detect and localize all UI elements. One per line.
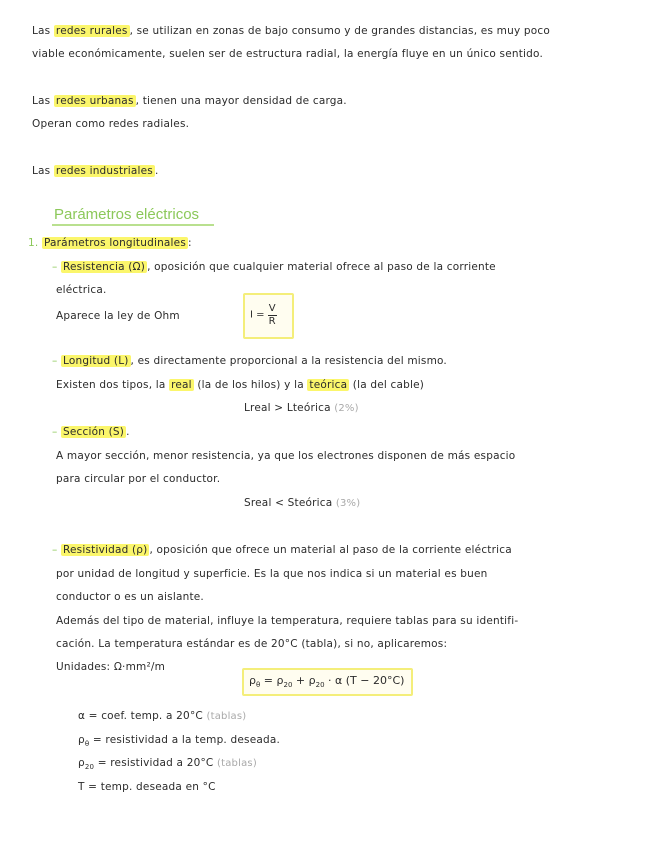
- legend-note: (tablas): [217, 758, 257, 769]
- formula-lhs: I =: [250, 309, 265, 321]
- legend-item: [78, 709, 246, 724]
- resistividad-line-1: [52, 543, 512, 557]
- units-line: Unidades: Ω·mm²/m: [56, 661, 166, 673]
- longitud-line-2: [56, 378, 424, 392]
- legend-note: (tablas): [206, 711, 247, 722]
- legend-text: = coef. temp. a 20°C: [85, 710, 203, 722]
- seccion-line-2: para circular por el conductor.: [56, 473, 221, 485]
- subscript: 20: [84, 763, 95, 772]
- text-fragment: .: [154, 165, 159, 177]
- urbanas-line-2: Operan como redes radiales.: [32, 118, 190, 130]
- seccion-line-1: A mayor sección, menor resistencia, ya que los electrones disponen de más espacio: [56, 450, 516, 462]
- text-fragment: :: [188, 237, 192, 249]
- text-fragment: Existen dos tipos, la: [56, 379, 166, 391]
- dash-bullet: –: [52, 261, 58, 273]
- fraction-numerator: V: [268, 303, 276, 314]
- legend-text: = temp. deseada en °C: [84, 781, 216, 793]
- text-fragment: Las: [32, 165, 51, 177]
- percent-note: (3%): [335, 498, 361, 509]
- dash-bullet: –: [52, 355, 58, 367]
- dash-bullet: –: [52, 544, 58, 556]
- plus: +: [292, 674, 309, 687]
- longitud-line-1: [52, 354, 447, 368]
- highlight-teorica: teórica: [309, 379, 348, 391]
- legend-item: [78, 756, 257, 774]
- formula-tail: · α (T − 20°C): [324, 674, 405, 687]
- text-fragment: , oposición que ofrece un material al paso de la corriente eléctrica: [149, 544, 512, 556]
- text-fragment: Las: [32, 95, 51, 107]
- rho-symbol: ρ: [308, 674, 316, 687]
- highlight-resistencia: Resistencia (Ω): [63, 261, 146, 273]
- industriales-line: [32, 164, 159, 178]
- text-fragment: (la del cable): [352, 379, 425, 391]
- highlight-longitud: Longitud (L): [63, 355, 129, 367]
- longitud-relation: [244, 401, 359, 416]
- ohm-line: Aparece la ley de Ohm: [56, 310, 180, 322]
- resistividad-line-2: por unidad de longitud y superficie. Es la que nos indica si un material es buen: [56, 568, 488, 580]
- highlight-subheading: Parámetros longitudinales: [43, 237, 187, 249]
- legend-item: [78, 780, 216, 794]
- seccion-relation: [244, 496, 360, 511]
- resistividad-line-5: cación. La temperatura estándar es de 20°C (tabla), si no, aplicaremos:: [56, 638, 448, 650]
- highlight-resistividad: Resistividad (ρ): [63, 544, 148, 556]
- fraction-denominator: R: [268, 316, 276, 327]
- highlight-industriales: redes industriales: [55, 165, 153, 177]
- subheading-number: 1.: [28, 237, 39, 249]
- subscript: θ: [255, 681, 261, 690]
- text-fragment: .: [126, 426, 130, 438]
- percent-note: (2%): [334, 403, 359, 414]
- resistencia-line-1: [52, 260, 496, 274]
- resistivity-formula: [249, 674, 404, 692]
- text-fragment: , tienen una mayor densidad de carga.: [135, 95, 347, 107]
- text-fragment: Las: [32, 25, 51, 37]
- subheading-line: [28, 236, 192, 250]
- seccion-line-title: [52, 425, 130, 439]
- text-fragment: , es directamente proporcional a la resistencia del mismo.: [130, 355, 447, 367]
- highlight-real: real: [171, 379, 192, 391]
- highlight-rurales: redes rurales: [55, 25, 128, 37]
- ohm-formula: [250, 303, 277, 328]
- relation-text: Sreal < Steórica: [244, 497, 333, 509]
- rho-symbol: ρ: [249, 674, 256, 687]
- equals: =: [260, 674, 277, 687]
- text-fragment: (la de los hilos) y la: [197, 379, 304, 391]
- legend-symbol: ρ: [78, 734, 85, 746]
- text-fragment: , oposición que cualquier material ofrece al paso de la corriente: [147, 261, 496, 273]
- legend-item: [78, 733, 280, 751]
- dash-bullet: –: [52, 426, 58, 438]
- text-fragment: , se utilizan en zonas de bajo consumo y de grandes distancias, es muy poco: [129, 25, 550, 37]
- highlight-urbanas: redes urbanas: [55, 95, 134, 107]
- relation-text: Lreal > Lteórica: [244, 402, 331, 414]
- resistencia-line-2: eléctrica.: [56, 284, 107, 296]
- legend-symbol: T: [78, 781, 85, 793]
- rho-symbol: ρ: [276, 674, 284, 687]
- highlight-seccion: Sección (S): [63, 426, 125, 438]
- legend-symbol: ρ: [78, 757, 85, 769]
- legend-symbol: α: [78, 710, 86, 722]
- legend-text: = resistividad a la temp. deseada.: [89, 734, 281, 746]
- urbanas-line-1: [32, 94, 347, 108]
- resistividad-line-4: Además del tipo de material, influye la temperatura, requiere tablas para su identifi-: [56, 615, 519, 627]
- rurales-line-2: viable económicamente, suelen ser de estructura radial, la energía fluye en un único sentido.: [32, 48, 543, 60]
- rurales-line-1: [32, 24, 550, 38]
- legend-text: = resistividad a 20°C: [94, 757, 214, 769]
- subscript: 20: [283, 681, 293, 690]
- resistividad-line-3: conductor o es un aislante.: [56, 591, 204, 603]
- subscript: θ: [84, 740, 90, 749]
- section-heading: Parámetros eléctricos: [54, 206, 200, 223]
- subscript: 20: [315, 681, 325, 690]
- fraction: [268, 303, 277, 328]
- heading-underline: [52, 224, 214, 226]
